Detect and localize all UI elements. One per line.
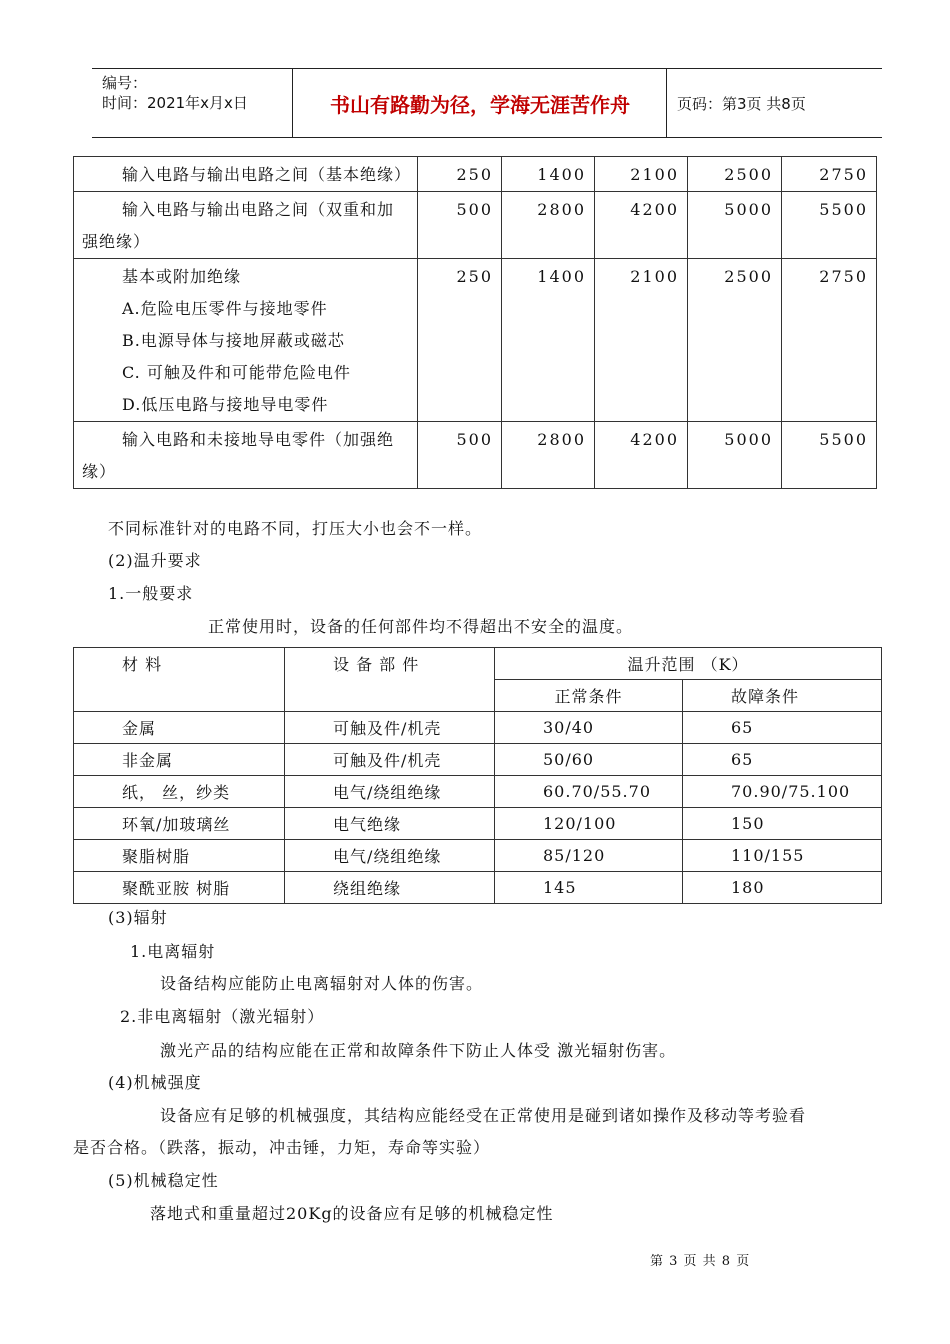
table-cell: 聚脂树脂 (74, 840, 285, 872)
table-cell: 50/60 (495, 744, 683, 776)
table-row (74, 872, 882, 904)
table-cell: 85/120 (495, 840, 683, 872)
table-cell: 5500 (782, 192, 877, 259)
row-label (74, 422, 418, 489)
table-cell: 65 (683, 744, 882, 776)
subsection-heading: 2.非电离辐射（激光辐射） (120, 1007, 325, 1026)
table-cell: 145 (495, 872, 683, 904)
header-range: 温升范围 （K） (495, 648, 882, 680)
table-cell: 150 (683, 808, 882, 840)
table-cell: 2800 (502, 422, 595, 489)
table-cell: 1400 (502, 259, 595, 422)
temperature-rise-table (73, 647, 882, 904)
table-cell: 非金属 (74, 744, 285, 776)
table-cell: 电气绝缘 (285, 808, 495, 840)
table-row (74, 744, 882, 776)
section-heading: (4)机械强度 (108, 1073, 202, 1092)
table-cell: 2100 (595, 259, 688, 422)
table-cell: 可触及件/机壳 (285, 712, 495, 744)
table-cell: 70.90/75.100 (683, 776, 882, 808)
table-row (74, 422, 877, 489)
withstand-voltage-table (73, 156, 877, 489)
table-cell: 可触及件/机壳 (285, 744, 495, 776)
header-part: 设 备 部 件 (285, 648, 495, 712)
note-text: 不同标准针对的电路不同，打压大小也会不一样。 (108, 519, 483, 538)
table-row (74, 712, 882, 744)
header-meta (102, 73, 248, 113)
header-normal: 正常条件 (495, 680, 683, 712)
table-cell: 电气/绕组绝缘 (285, 840, 495, 872)
header-material: 材 料 (74, 648, 285, 712)
subsection-heading: 1.电离辐射 (130, 942, 216, 961)
table-cell: 60.70/55.70 (495, 776, 683, 808)
row-label-text: 输入电路与输出电路之间（双重和加强绝缘） (82, 200, 395, 251)
header-divider (292, 69, 293, 137)
row-label-text: 基本或附加绝缘 (122, 267, 242, 286)
table-cell: 纸， 丝，纱类 (74, 776, 285, 808)
paragraph: 是否合格。（跌落，振动，冲击锤，力矩，寿命等实验） (73, 1138, 491, 1157)
table-row (74, 192, 877, 259)
paragraph: 激光产品的结构应能在正常和故障条件下防止人体受 激光辐射伤害。 (160, 1041, 677, 1060)
row-sub-item: B.电源导体与接地屏蔽或磁芯 (122, 331, 345, 350)
table-cell: 4200 (595, 192, 688, 259)
section-heading: (5)机械稳定性 (108, 1171, 219, 1190)
table-cell: 1400 (502, 157, 595, 192)
table-row (74, 259, 877, 422)
row-sub-item: D.低压电路与接地导电零件 (122, 395, 329, 414)
page-footer: 第 3 页 共 8 页 (650, 1254, 751, 1269)
table-cell: 聚酰亚胺 树脂 (74, 872, 285, 904)
row-label (74, 157, 418, 192)
row-label-text: 输入电路与输出电路之间（基本绝缘） (122, 165, 412, 184)
table-cell: 250 (418, 259, 502, 422)
row-label-text: 输入电路和未接地导电零件（加强绝缘） (82, 430, 395, 481)
paragraph: 设备应有足够的机械强度，其结构应能经受在正常使用是碰到诸如操作及移动等考验看 (160, 1106, 807, 1125)
table-cell: 65 (683, 712, 882, 744)
table-cell: 绕组绝缘 (285, 872, 495, 904)
table-cell: 4200 (595, 422, 688, 489)
row-label (74, 259, 418, 422)
table-row (74, 808, 882, 840)
table-cell: 2100 (595, 157, 688, 192)
table-cell: 30/40 (495, 712, 683, 744)
header-fault: 故障条件 (683, 680, 882, 712)
table-cell: 2750 (782, 259, 877, 422)
table-cell: 110/155 (683, 840, 882, 872)
table-cell: 5500 (782, 422, 877, 489)
subsection-heading: 1.一般要求 (108, 584, 194, 603)
table-cell: 2800 (502, 192, 595, 259)
table-cell: 250 (418, 157, 502, 192)
table-cell: 环氧/加玻璃丝 (74, 808, 285, 840)
header-page-number: 页码：第3页 共8页 (677, 94, 806, 113)
table-cell: 120/100 (495, 808, 683, 840)
row-sub-item: C. 可触及件和可能带危险电件 (122, 363, 351, 382)
paragraph: 设备结构应能防止电离辐射对人体的伤害。 (160, 974, 484, 993)
section-heading: (3)辐射 (108, 908, 168, 927)
paragraph: 落地式和重量超过20Kg的设备应有足够的机械稳定性 (150, 1204, 554, 1223)
table-cell: 2750 (782, 157, 877, 192)
page-header (92, 68, 882, 138)
table-cell: 180 (683, 872, 882, 904)
row-sub-item: A.危险电压零件与接地零件 (122, 299, 328, 318)
paragraph: 正常使用时，设备的任何部件均不得超出不安全的温度。 (208, 617, 634, 636)
table-row (74, 157, 877, 192)
table-cell: 500 (418, 192, 502, 259)
table-header-row (74, 648, 882, 680)
table-cell: 5000 (688, 192, 782, 259)
row-label (74, 192, 418, 259)
table-cell: 500 (418, 422, 502, 489)
header-motto: 书山有路勤为径，学海无涯苦作舟 (330, 92, 630, 117)
table-cell: 2500 (688, 259, 782, 422)
section-heading: (2)温升要求 (108, 551, 202, 570)
table-row (74, 776, 882, 808)
table-cell: 5000 (688, 422, 782, 489)
table-cell: 电气/绕组绝缘 (285, 776, 495, 808)
doc-number: 编号： (102, 74, 148, 92)
table-cell: 金属 (74, 712, 285, 744)
table-row (74, 840, 882, 872)
table-cell: 2500 (688, 157, 782, 192)
doc-time: 时间：2021年x月x日 (102, 94, 248, 112)
header-divider (666, 69, 667, 137)
